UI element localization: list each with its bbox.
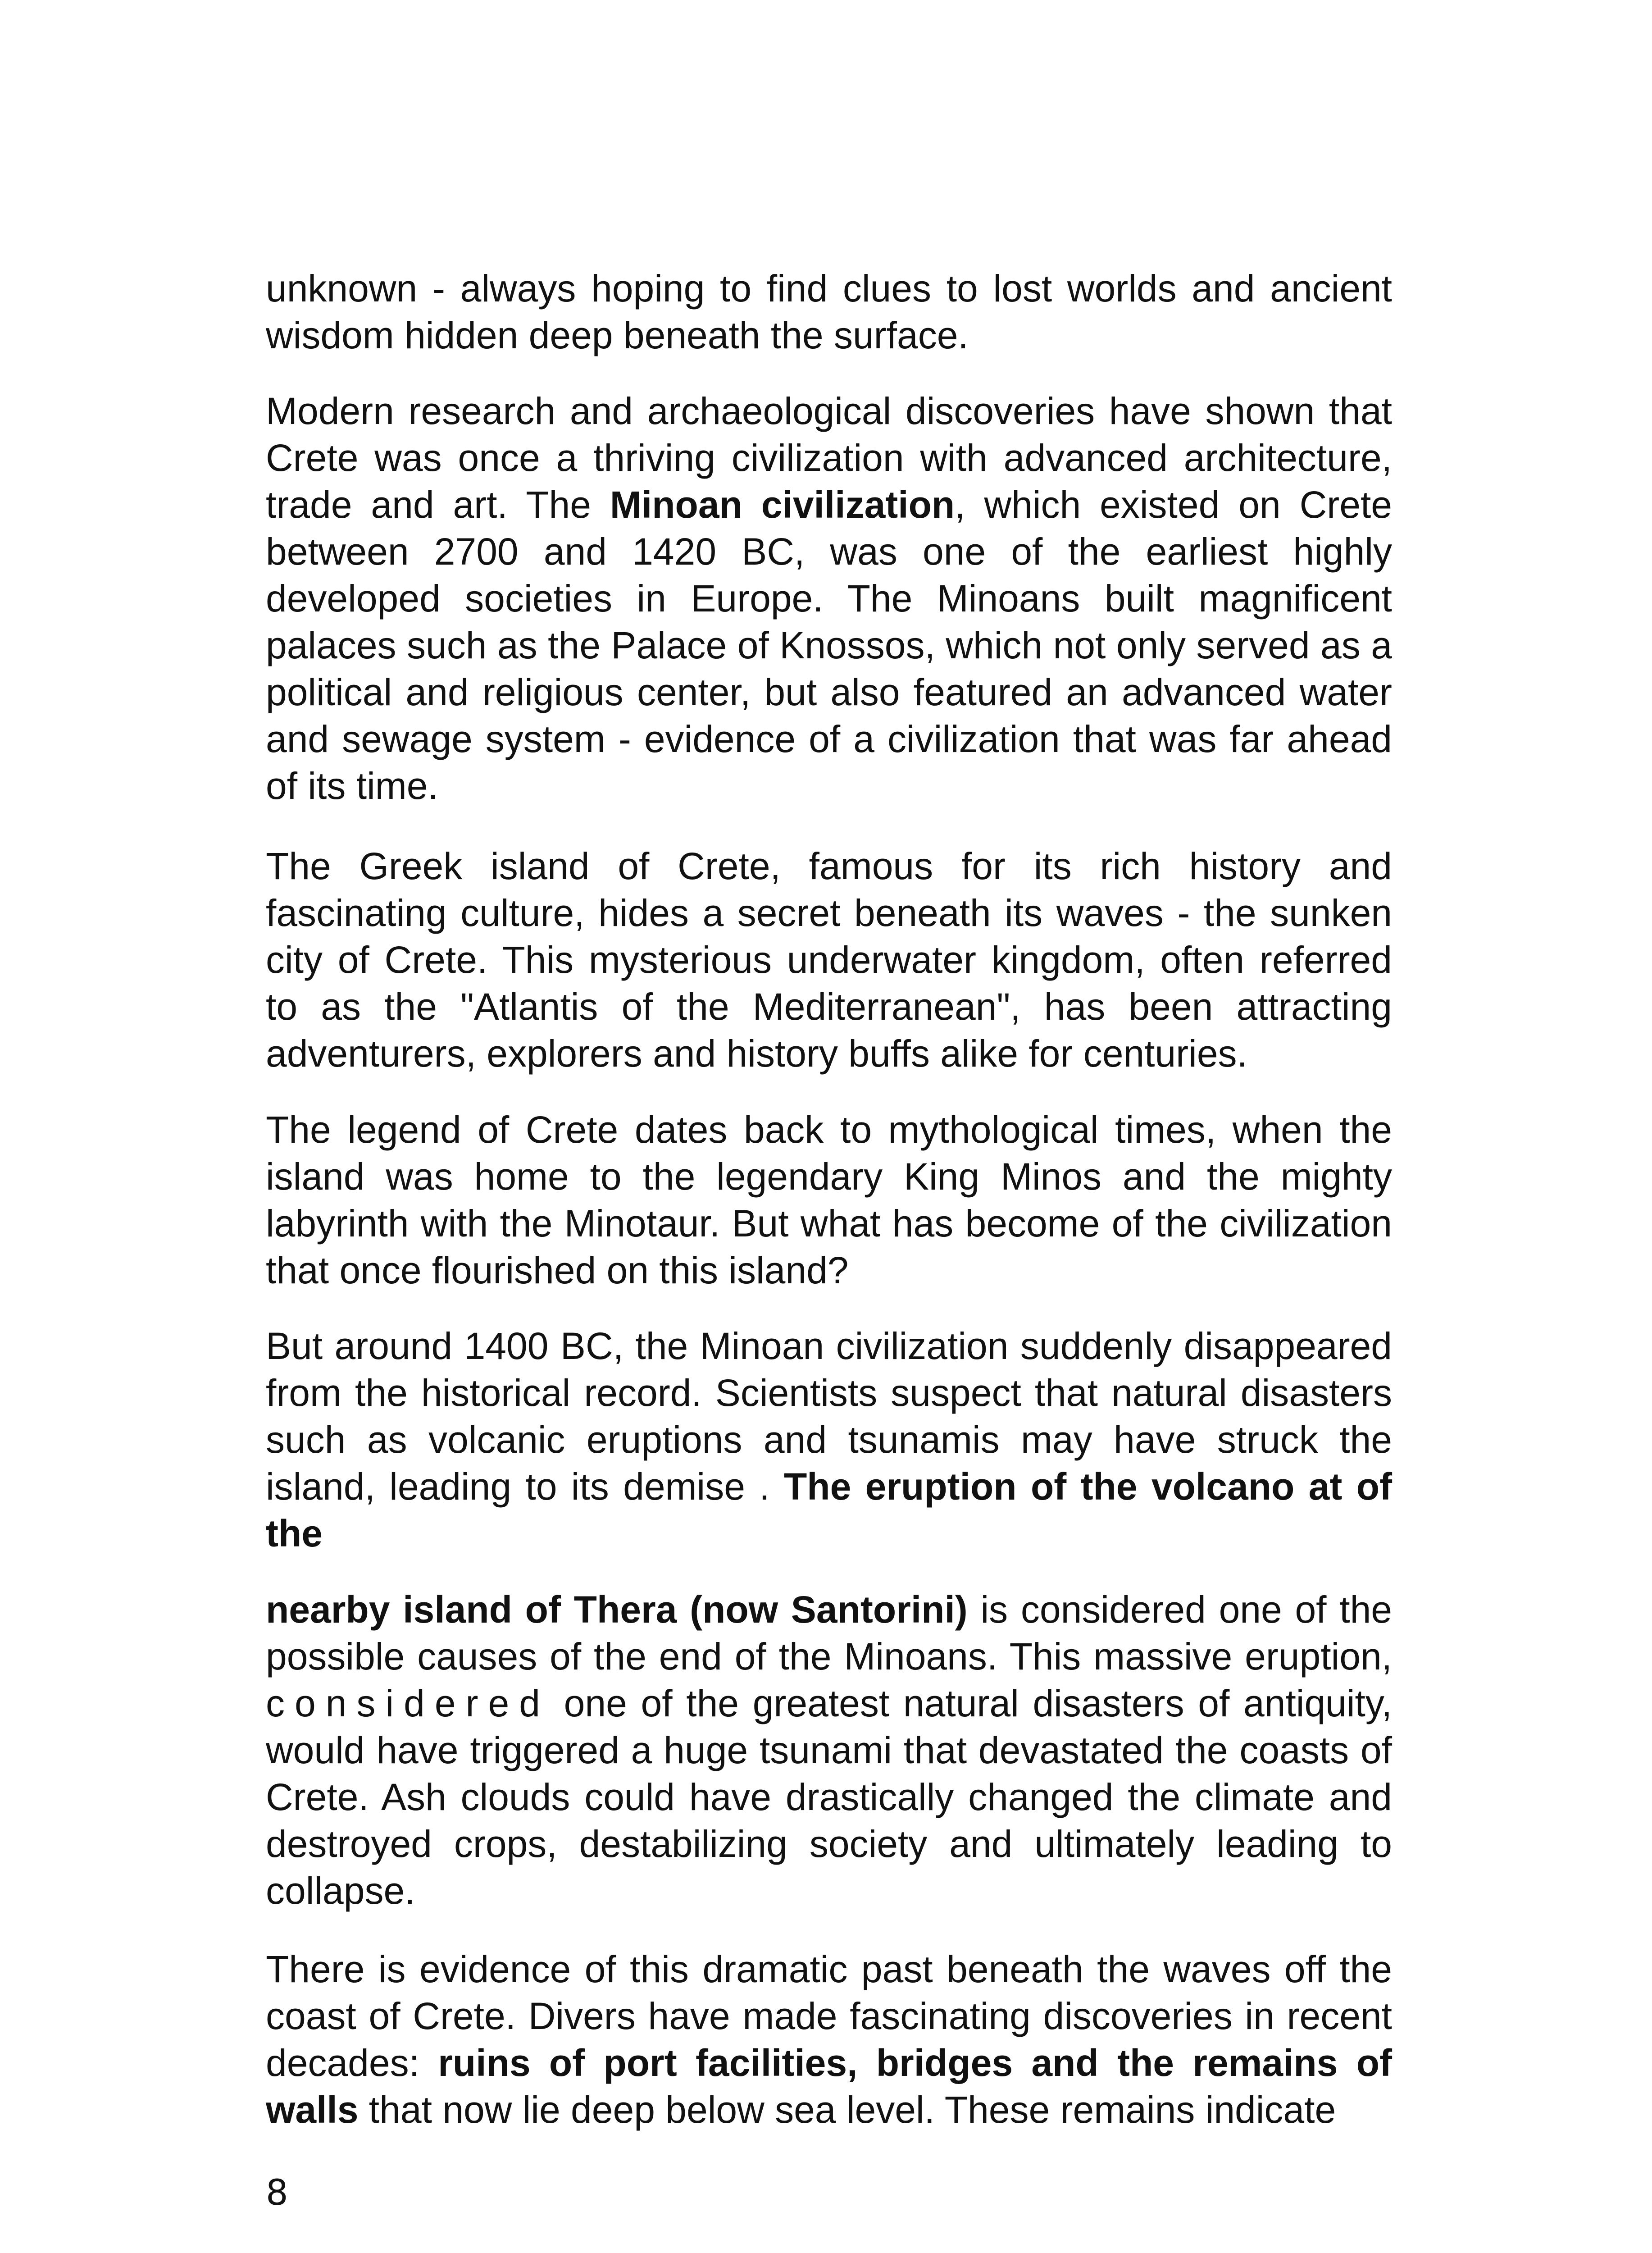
paragraph-minoan <box>266 388 1392 809</box>
paragraph-1 <box>266 265 1392 359</box>
paragraph-7-bold: ruins of port facilities, bridges and the remains of walls <box>266 2042 1393 2131</box>
paragraph-2-text-a: Modern research and archaeological discoveries have shown that Crete was once a thriving civilization with advanced architecture, trade and art. The <box>266 390 1392 526</box>
paragraph-6-spaced-word: considered <box>266 1682 550 1724</box>
paragraph-4-text: The legend of Crete dates back to mythological times, when the island was home to the legendary King Minos and the mighty labyrinth with the Minotaur. But what has become of the civilization that once flourished on this island? <box>266 1108 1392 1291</box>
paragraph-disappearance <box>266 1323 1392 1557</box>
paragraph-legend <box>266 1106 1392 1294</box>
paragraph-6-text-a: is considered one of the possible causes of the end of the Minoans. This massive eruption, <box>266 1588 1392 1678</box>
paragraph-2-text-b: , which existed on Crete between 2700 and 1420 BC, was one of the earliest highly developed societies in Europe. The Minoans built magnificent palaces such as the Palace of Knossos, which not only served as a political and religious center, but also featured an advanced water and sewage system - evidence of a civilization that was far ahead of its time. <box>266 483 1393 807</box>
paragraph-6-bold: nearby island of Thera (now Santorini) <box>266 1588 968 1631</box>
paragraph-2 <box>266 388 1392 809</box>
paragraph-1-text: unknown - always hoping to find clues to lost worlds and ancient wisdom hidden deep beneath the surface. <box>266 267 1392 356</box>
paragraph-5 <box>266 1323 1392 1557</box>
paragraph-intro-continuation <box>266 265 1392 359</box>
paragraph-7-text-b: that now lie deep below sea level. These remains indicate <box>358 2089 1336 2131</box>
paragraph-7-text-a: There is evidence of this dramatic past beneath the waves off the coast of Crete. Divers have made fascinating discoveries in recent decades: <box>266 1948 1392 2084</box>
paragraph-greek-island <box>266 843 1392 1077</box>
page-number: 8 <box>266 2173 288 2213</box>
paragraph-thera <box>266 1586 1392 1914</box>
paragraph-3-text: The Greek island of Crete, famous for its rich history and fascinating culture, hides a secret beneath its waves - the sunken city of Crete. This mysterious underwater kingdom, often referred to as the "Atlantis of the Mediterranean", has been attracting adventurers, explorers and history buffs alike for centuries. <box>266 845 1392 1075</box>
paragraph-7 <box>266 1946 1392 2133</box>
paragraph-5-text: But around 1400 BC, the Minoan civilization suddenly disappeared from the historical record. Scientists suspect that natural disasters such as volcanic eruptions and tsunamis may have struck the island, leading to its demise . <box>266 1325 1392 1508</box>
paragraph-6-text-b: one of the greatest natural disasters of antiquity, would have triggered a huge tsunami that devastated the coasts of Crete. Ash clouds could have drastically changed the climate and destroyed crops, destabilizing society and ultimately leading to collapse. <box>266 1682 1392 1912</box>
paragraph-5-bold: The eruption of the volcano at of the <box>266 1465 1392 1555</box>
paragraph-6 <box>266 1586 1392 1914</box>
paragraph-evidence <box>266 1946 1392 2133</box>
paragraph-2-bold: Minoan civilization <box>610 483 955 526</box>
paragraph-3 <box>266 843 1392 1077</box>
paragraph-4 <box>266 1106 1392 1294</box>
